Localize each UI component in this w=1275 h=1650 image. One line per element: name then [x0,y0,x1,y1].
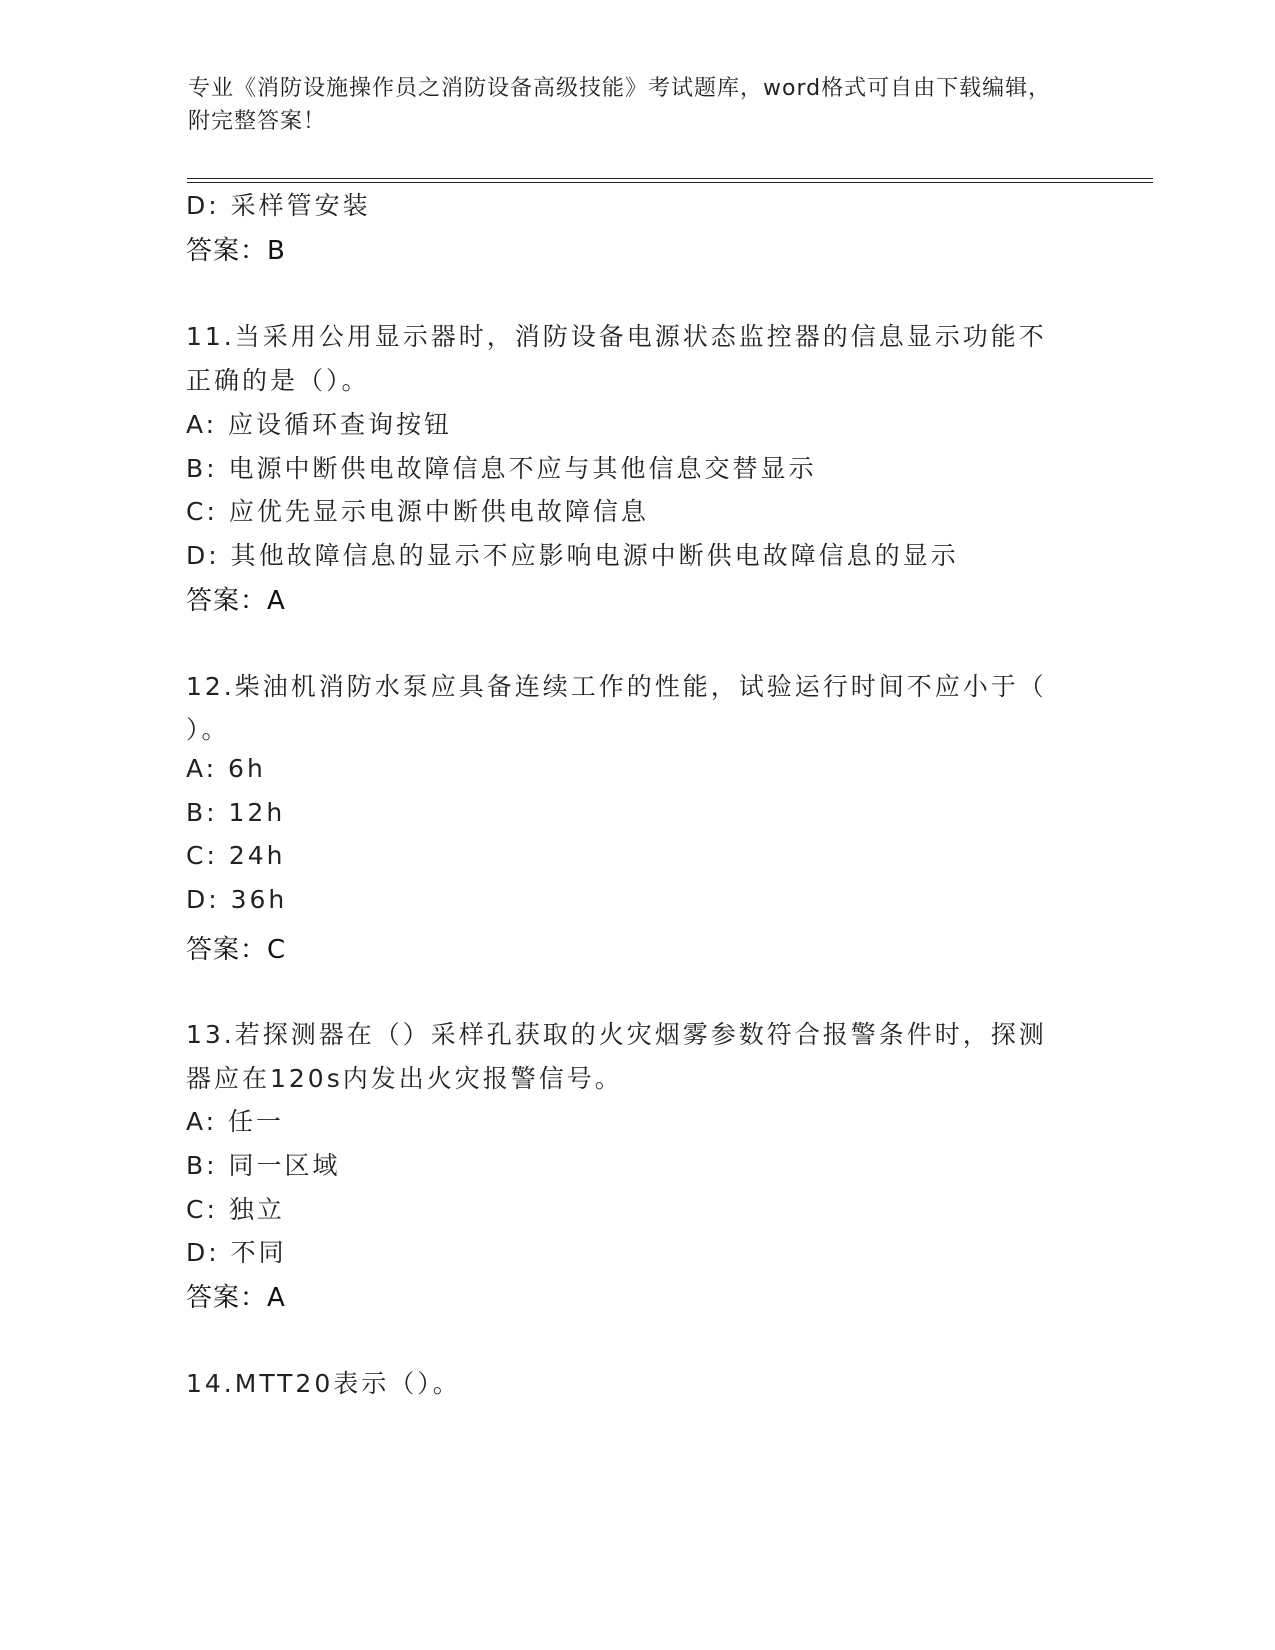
q13-stem-line1: 13.若探测器在（）采样孔获取的火灾烟雾参数符合报警条件时，探测 [186,1020,1047,1049]
q12-stem-line1: 12.柴油机消防水泵应具备连续工作的性能，试验运行时间不应小于（ [186,672,1047,701]
q13-option-d: D: 不同 [186,1238,287,1267]
q10-answer: 答案：B [186,236,286,266]
q11-option-b: B: 电源中断供电故障信息不应与其他信息交替显示 [186,454,817,483]
header-divider-bottom [187,182,1153,183]
q11-stem-line1: 11.当采用公用显示器时，消防设备电源状态监控器的信息显示功能不 [186,322,1047,351]
page-header-text: 专业《消防设施操作员之消防设备高级技能》考试题库，word格式可自由下载编辑，附完整答案！ [188,76,1052,134]
q11-answer: 答案：A [186,586,286,616]
q12-option-c: C: 24h [186,841,286,870]
q14-stem-line1: 14.MTT20表示（）。 [186,1369,461,1398]
q12-stem-line2: ）。 [186,715,230,744]
header-divider-top [187,178,1153,179]
q11-stem-line2: 正确的是（）。 [186,366,370,395]
q11-option-c: C: 应优先显示电源中断供电故障信息 [186,497,649,526]
q13-answer: 答案：A [186,1283,286,1313]
q10-option-d: D: 采样管安装 [186,191,371,220]
q13-option-c: C: 独立 [186,1195,285,1224]
q12-answer: 答案：C [186,935,287,965]
q12-option-b: B: 12h [186,798,286,827]
q11-option-a: A: 应设循环查询按钮 [186,410,453,439]
q12-option-a: A: 6h [186,754,266,783]
q13-option-b: B: 同一区域 [186,1151,341,1180]
q13-stem-line2: 器应在120s内发出火灾报警信号。 [186,1064,623,1093]
q13-option-a: A: 任一 [186,1107,285,1136]
q11-option-d: D: 其他故障信息的显示不应影响电源中断供电故障信息的显示 [186,541,959,570]
q12-option-d: D: 36h [186,885,288,914]
